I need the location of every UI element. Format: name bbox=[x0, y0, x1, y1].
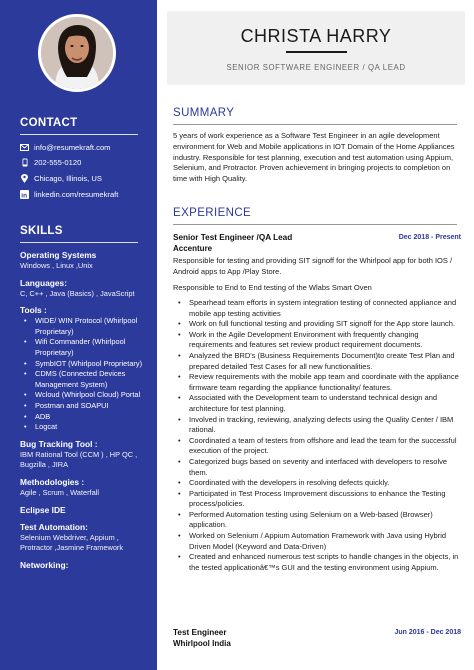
list-item: • Wifi Commander (Whirlpool Proprietary) bbox=[22, 337, 152, 358]
tools-heading: Tools : bbox=[20, 305, 47, 316]
list-item: • SymbIOT (Whirlpool Proprietary) bbox=[22, 359, 152, 370]
job2-company: Whirlpool India bbox=[173, 639, 231, 648]
job1-date: Dec 2018 - Present bbox=[398, 234, 461, 241]
list-item: • WIDE/ WIN Protocol (Whirlpool Proprietary) bbox=[22, 316, 152, 337]
test-automation-text: Selenium Webdriver, Appium , Protractor ,Jasmine Framework bbox=[20, 532, 124, 553]
summary-text: 5 years of work experience as a Software Test Engineer in an agile development environment for Web and Mobile applications in IOT Domain of the Home Appliances industry. Responsible for test planning, execution and test automation using Appium, Selenium, and Protractor. Proven achievement in bringing projects to completion on time with High Quality. bbox=[173, 131, 455, 184]
profile-portrait-icon bbox=[41, 17, 113, 89]
list-item: • CDMS (Connected Devices Management System) bbox=[22, 369, 152, 390]
job-subtitle: SENIOR SOFTWARE ENGINEER / QA LEAD bbox=[226, 63, 406, 72]
list-item: • Logcat bbox=[22, 422, 152, 433]
job1-responsibilities bbox=[173, 298, 463, 573]
list-item: • Participated in Test Process Improvement discussions to enhance the Testing process/policies. bbox=[173, 489, 463, 510]
languages-heading: Languages: bbox=[20, 277, 67, 288]
job2-title: Test Engineer bbox=[173, 628, 227, 637]
list-item: • Review requirements with the mobile app team and coordinate with the appliance firmware team regarding the appliance functionality/ features. bbox=[173, 372, 463, 393]
contact-heading: CONTACT bbox=[20, 117, 78, 129]
methodologies-text: Agile , Scrum , Waterfall bbox=[20, 487, 99, 497]
methodologies-heading: Methodologies : bbox=[20, 476, 85, 487]
summary-divider bbox=[173, 124, 457, 125]
main-content bbox=[157, 0, 474, 670]
summary-heading: SUMMARY bbox=[173, 107, 235, 119]
list-item: • ADB bbox=[22, 412, 152, 423]
sidebar bbox=[0, 0, 157, 670]
phone-icon bbox=[20, 158, 29, 167]
tools-list bbox=[22, 316, 152, 433]
contact-linkedin-row[interactable] bbox=[20, 190, 118, 199]
bug-tracking-heading: Bug Tracking Tool : bbox=[20, 438, 98, 449]
list-item: • Work in the Agile Development Environment with frequently changing requirements and features set review product requirement documents. bbox=[173, 330, 463, 351]
list-item: • Created and enhanced numerous test scripts to handle changes in the objects, in the tested applicationâ€™s GUI and the testing environment using Appium. bbox=[173, 552, 463, 573]
list-item: • Coordinated a team of testers from offshore and lead the team for the successful execution of the project. bbox=[173, 436, 463, 457]
list-item: • Categorized bugs based on severity and interfaced with developers to resolve them. bbox=[173, 457, 463, 478]
contact-email[interactable]: info@resumekraft.com bbox=[34, 143, 111, 152]
os-heading: Operating Systems bbox=[20, 250, 97, 260]
list-item: • Analyzed the BRD's (Business Requirements Document)to create Test Plan and prepared detailed Test Cases for all new functionalities. bbox=[173, 351, 463, 372]
list-item: • Worked on Selenium / Appium Automation Framework with Java using Hybrid Driven Model (Keyword and Data-Driven) bbox=[173, 531, 463, 552]
skills-divider bbox=[20, 242, 138, 243]
contact-phone[interactable]: 202-555-0120 bbox=[34, 158, 82, 167]
list-item: • Wcloud (Whirlpool Cloud) Portal bbox=[22, 390, 152, 401]
skills-section bbox=[20, 250, 152, 571]
envelope-icon bbox=[20, 143, 29, 152]
contact-divider bbox=[20, 134, 138, 135]
profile-photo bbox=[38, 14, 116, 92]
job1-title: Senior Test Engineer /QA Lead bbox=[173, 233, 293, 242]
job1-description-2: Responsible to End to End testing of the Wlabs Smart Oven bbox=[173, 283, 372, 292]
list-item: • Associated with the Development team to understand technical design and architecture for test planning. bbox=[173, 393, 463, 414]
contact-location-row bbox=[20, 174, 102, 183]
bug-tracking-text: IBM Rational Tool (CCM ) , HP QC , Bugzilla , JIRA bbox=[20, 449, 138, 470]
contact-phone-row[interactable] bbox=[20, 158, 81, 167]
ide-heading: Eclipse IDE bbox=[20, 504, 66, 515]
list-item: • Involved in tracking, reviewing, analyzing defects using the Quality Center / IBM rational. bbox=[173, 415, 463, 436]
list-item: • Coordinated with the developers in resolving defects quickly. bbox=[173, 478, 463, 489]
list-item: • Spearhead team efforts in system integration testing of connected appliance and mobile app testing activities bbox=[173, 298, 463, 319]
contact-email-row[interactable] bbox=[20, 143, 111, 152]
contact-location: Chicago, Illinois, US bbox=[34, 174, 102, 183]
list-item: • Performed Automation testing using Selenium on a Web-based (Browser) application. bbox=[173, 510, 463, 531]
job1-description: Responsible for testing and providing SIT signoff for the Whirlpool app for both IOS / Android apps to App /Play Store. bbox=[173, 256, 453, 276]
linkedin-icon bbox=[20, 190, 29, 199]
os-text: Windows , Linux ,Unix bbox=[20, 261, 93, 270]
experience-heading: EXPERIENCE bbox=[173, 207, 252, 219]
candidate-name: CHRISTA HARRY bbox=[240, 26, 392, 46]
list-item: • Work on full functional testing and providing SIT signoff for the App store launch. bbox=[173, 319, 463, 330]
map-pin-icon bbox=[20, 174, 29, 183]
networking-heading: Networking: bbox=[20, 559, 69, 570]
header-box bbox=[167, 11, 465, 85]
experience-divider bbox=[173, 224, 457, 225]
contact-linkedin[interactable]: linkedin.com/resumekraft bbox=[34, 190, 119, 199]
job1-company: Accenture bbox=[173, 244, 213, 253]
name-divider bbox=[286, 51, 347, 53]
skills-heading: SKILLS bbox=[20, 225, 63, 237]
list-item: • Postman and SOAPUI bbox=[22, 401, 152, 412]
languages-text: C, C++ , Java (Basics) , JavaScript bbox=[20, 288, 135, 298]
job2-date: Jun 2016 - Dec 2018 bbox=[394, 629, 461, 636]
test-automation-heading: Test Automation: bbox=[20, 521, 88, 532]
svg-text:in: in bbox=[21, 192, 28, 199]
